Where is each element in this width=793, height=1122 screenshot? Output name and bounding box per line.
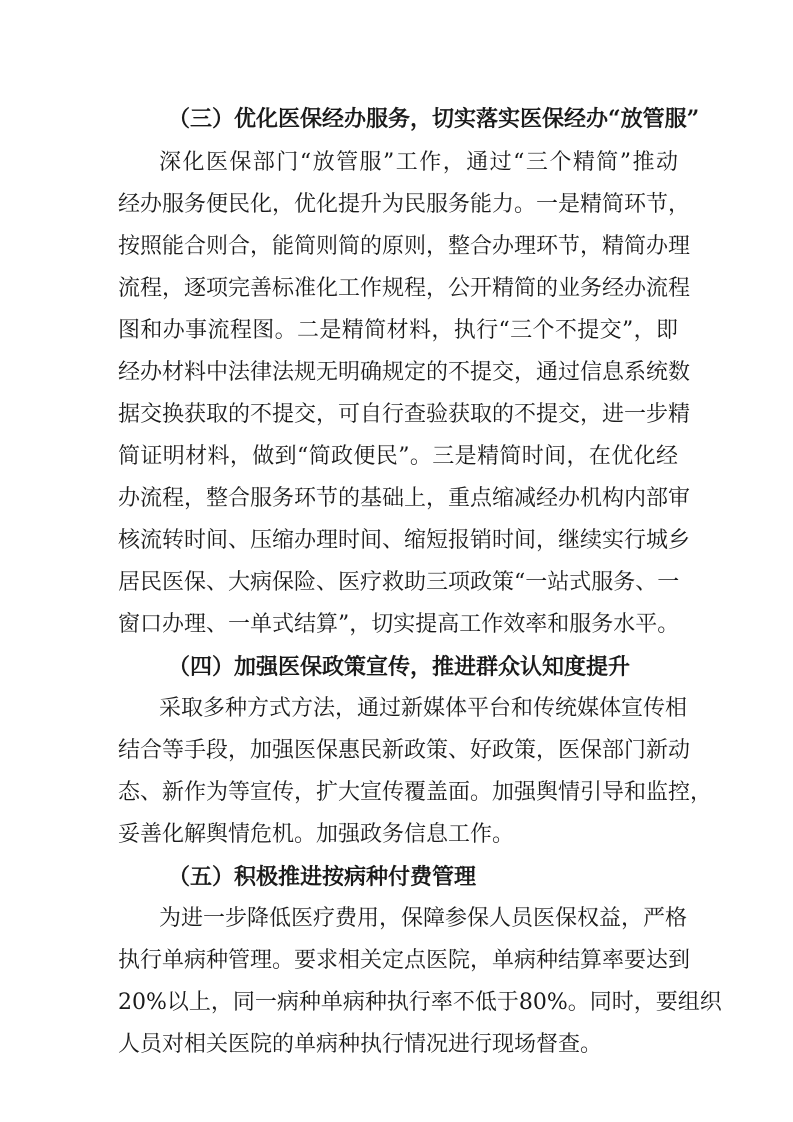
paragraph-line: 窗口办理、一单式结算”，切实提高工作效率和服务水平。 — [118, 612, 680, 637]
paragraph-line: 妥善化解舆情危机。加强政务信息工作。 — [118, 822, 515, 847]
paragraph-line: 态、新作为等宣传，扩大宣传覆盖面。加强舆情引导和监控， — [118, 780, 713, 805]
paragraph-line: 采取多种方式方法，通过新媒体平台和传统媒体宣传相 — [159, 696, 688, 721]
section-heading-5: （五）积极推进按病种付费管理 — [168, 864, 477, 890]
paragraph-line: 按照能合则合，能简则简的原则，整合办理环节，精简办理 — [118, 234, 691, 259]
paragraph-line: 图和办事流程图。二是精简材料，执行“三个不提交”，即 — [118, 318, 678, 343]
paragraph-line: 据交换获取的不提交，可自行查验获取的不提交，进一步精 — [118, 402, 691, 427]
paragraph-line: 简证明材料，做到“简政便民”。三是精简时间，在优化经 — [118, 444, 678, 469]
paragraph-line: 深化医保部门“放管服”工作，通过“三个精简”推动 — [159, 150, 678, 175]
paragraph-line: 居民医保、大病保险、医疗救助三项政策“一站式服务、一 — [118, 570, 680, 595]
section-heading-3: （三）优化医保经办服务，切实落实医保经办“放管服” — [168, 106, 700, 132]
paragraph-line: 执行单病种管理。要求相关定点医院，单病种结算率要达到 — [118, 948, 691, 973]
paragraph-line: 为进一步降低医疗费用，保障参保人员医保权益，严格 — [159, 906, 688, 931]
paragraph-line: 核流转时间、压缩办理时间、缩短报销时间，继续实行城乡 — [118, 528, 691, 553]
paragraph-line: 结合等手段，加强医保惠民新政策、好政策，医保部门新动 — [118, 738, 691, 763]
paragraph-line: 流程，逐项完善标准化工作规程，公开精简的业务经办流程 — [118, 276, 691, 301]
paragraph-line: 20%以上，同一病种单病种执行率不低于80%。同时，要组织 — [118, 990, 722, 1015]
section-heading-4: （四）加强医保政策宣传，推进群众认知度提升 — [168, 654, 631, 680]
paragraph-line: 办流程，整合服务环节的基础上，重点缩减经办机构内部审 — [118, 486, 691, 511]
paragraph-line: 经办服务便民化，优化提升为民服务能力。一是精简环节， — [118, 192, 691, 217]
paragraph-line: 经办材料中法律法规无明确规定的不提交，通过信息系统数 — [118, 360, 691, 385]
paragraph-line: 人员对相关医院的单病种执行情况进行现场督查。 — [118, 1032, 603, 1057]
